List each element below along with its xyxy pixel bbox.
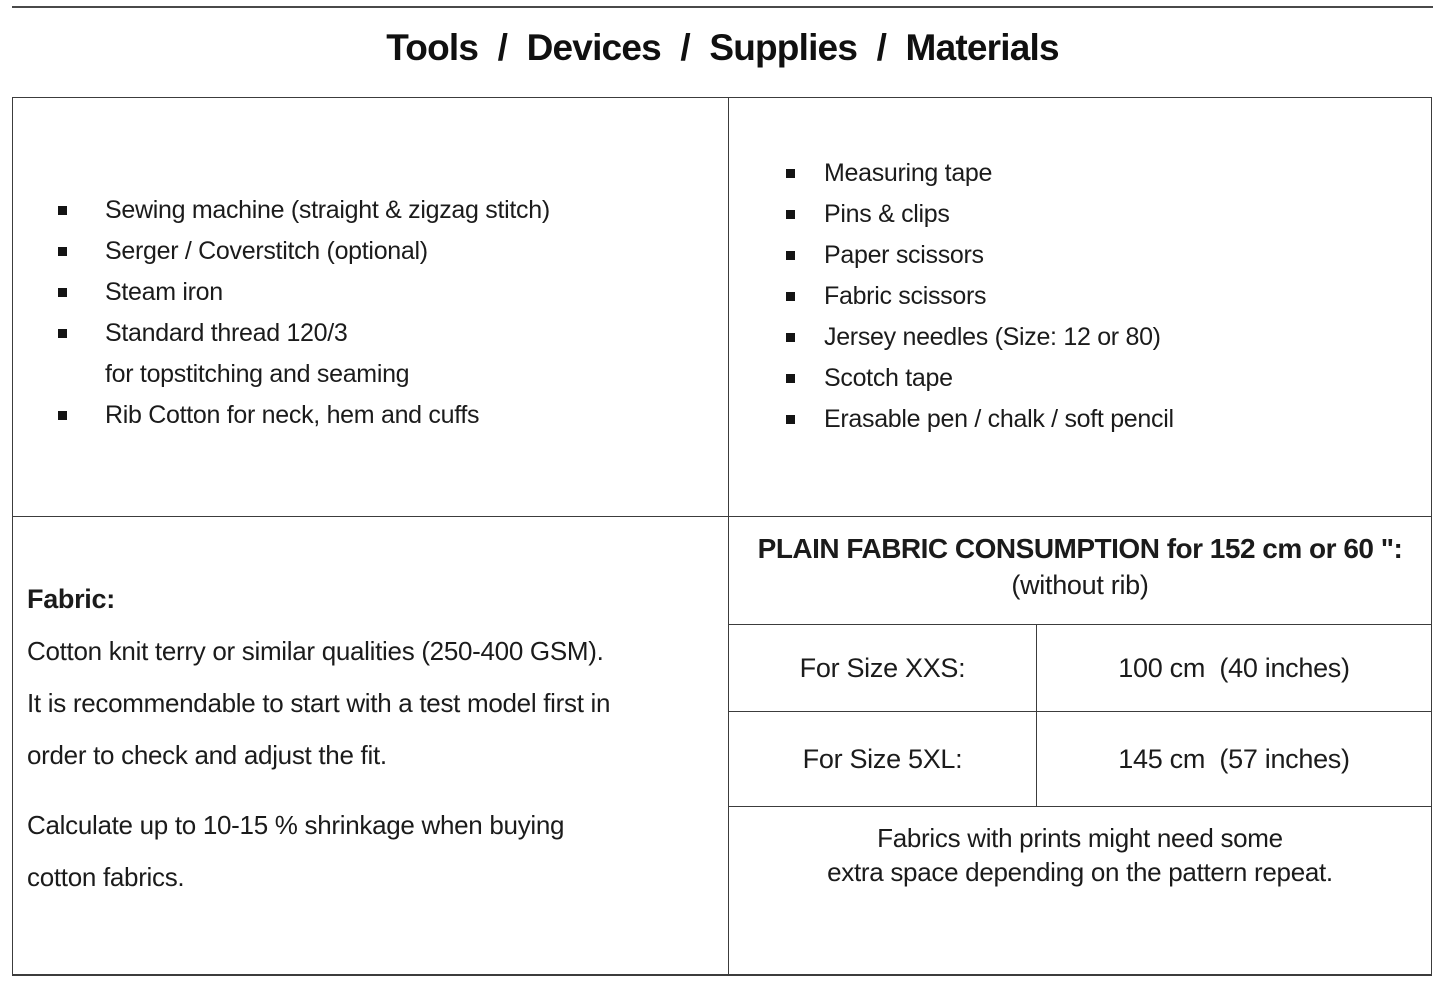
page-title: Tools / Devices / Supplies / Materials xyxy=(386,27,1059,68)
list-item xyxy=(729,276,1431,317)
square-bullet-icon xyxy=(58,411,67,420)
square-bullet-icon xyxy=(58,288,67,297)
square-bullet-icon xyxy=(786,415,795,424)
consumption-title: PLAIN FABRIC CONSUMPTION for 152 cm or 60 ": xyxy=(757,533,1403,564)
size-label: For Size 5XL: xyxy=(729,712,1037,806)
square-bullet-icon xyxy=(58,247,67,256)
list-item-label: Erasable pen / chalk / soft pencil xyxy=(824,405,1174,433)
list-item-label: Serger / Coverstitch (optional) xyxy=(105,237,428,265)
square-bullet-icon xyxy=(786,333,795,342)
list-item-label: Paper scissors xyxy=(824,241,984,269)
list-item xyxy=(13,395,728,436)
list-item-label: Scotch tape xyxy=(824,364,953,392)
square-bullet-icon xyxy=(786,210,795,219)
square-bullet-icon xyxy=(786,374,795,383)
fabric-text-line: order to check and adjust the fit. xyxy=(27,740,387,770)
square-bullet-icon xyxy=(786,251,795,260)
consumption-header xyxy=(729,517,1431,625)
list-item-label: Standard thread 120/3 xyxy=(105,319,348,347)
list-item xyxy=(13,313,728,354)
fabric-text-line: Calculate up to 10-15 % shrinkage when buying xyxy=(27,810,565,840)
list-item xyxy=(729,358,1431,399)
fabric-text-line: cotton fabrics. xyxy=(27,862,185,892)
list-item-label: Fabric scissors xyxy=(824,282,987,310)
size-label: For Size XXS: xyxy=(729,625,1037,711)
consumption-cell xyxy=(729,517,1431,974)
consumption-note xyxy=(729,807,1431,974)
table-row xyxy=(729,625,1431,712)
fabric-heading: Fabric: xyxy=(27,584,115,614)
list-item xyxy=(729,317,1431,358)
fabric-cell xyxy=(13,517,729,974)
note-line: extra space depending on the pattern repeat. xyxy=(827,857,1333,887)
supplies-cell xyxy=(729,98,1431,517)
list-item-label: Jersey needles (Size: 12 or 80) xyxy=(824,323,1161,351)
fabric-text-line: It is recommendable to start with a test model first in xyxy=(27,688,611,718)
square-bullet-icon xyxy=(58,329,67,338)
list-item-label: Sewing machine (straight & zigzag stitch) xyxy=(105,196,550,224)
table-row xyxy=(729,712,1431,807)
list-item xyxy=(729,235,1431,276)
size-value: 145 cm (57 inches) xyxy=(1118,743,1350,774)
fabric-text-line: Cotton knit terry or similar qualities (250-400 GSM). xyxy=(27,636,604,666)
list-item xyxy=(13,231,728,272)
square-bullet-icon xyxy=(786,169,795,178)
tools-cell xyxy=(13,98,729,517)
list-item xyxy=(13,272,728,313)
top-divider-rule xyxy=(12,6,1433,8)
square-bullet-icon xyxy=(58,206,67,215)
list-item-label: Measuring tape xyxy=(824,159,993,187)
main-table xyxy=(12,97,1432,976)
list-item-label: Rib Cotton for neck, hem and cuffs xyxy=(105,401,480,429)
size-value: 100 cm (40 inches) xyxy=(1118,652,1350,683)
list-item-continuation xyxy=(13,354,728,395)
list-item-label: Steam iron xyxy=(105,278,223,306)
list-item xyxy=(729,194,1431,235)
list-item-label: Pins & clips xyxy=(824,200,950,228)
consumption-subtitle: (without rib) xyxy=(1011,570,1149,600)
list-item-label: for topstitching and seaming xyxy=(105,360,410,388)
square-bullet-icon xyxy=(786,292,795,301)
list-item xyxy=(13,190,728,231)
list-item xyxy=(729,153,1431,194)
note-line: Fabrics with prints might need some xyxy=(877,823,1283,853)
list-item xyxy=(729,399,1431,440)
